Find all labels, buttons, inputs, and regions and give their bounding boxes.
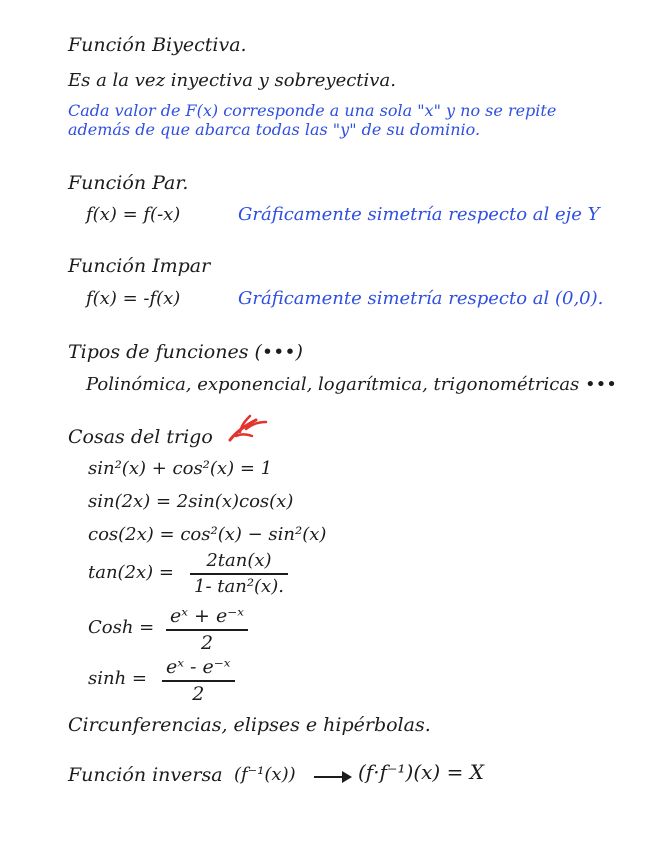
- formula-par: f(x) = f(-x): [86, 204, 181, 225]
- heading-biyectiva: [68, 34, 247, 56]
- inversa-rhs: (f·f⁻¹)(x) = X: [358, 760, 484, 784]
- tan-fraction-numerator: 2tan(x): [206, 550, 272, 571]
- cosh-fraction-denominator: 2: [200, 631, 214, 654]
- heading-tipos-text: Tipos de funciones (•••): [68, 341, 303, 363]
- heading-conicas-text: Circunferencias, elipses e hipérbolas.: [68, 714, 431, 736]
- inversa-lhs: (f⁻¹(x)): [234, 764, 296, 785]
- list-tipos: Polinómica, exponencial, logarítmica, trigonométricas •••: [86, 374, 617, 395]
- heading-par: [68, 172, 188, 194]
- heading-biyectiva-text: Función Biyectiva.: [68, 34, 247, 56]
- identity-tan-double-lhs: tan(2x) =: [88, 562, 175, 583]
- heading-trigo: [68, 426, 213, 448]
- sinh-fraction-bar: [162, 680, 235, 682]
- note-par: Gráficamente simetría respecto al eje Y: [238, 204, 600, 225]
- note-impar: Gráficamente simetría respecto al (0,0).: [238, 288, 604, 309]
- heading-inversa-text: Función inversa: [68, 764, 223, 786]
- heading-trigo-text: Cosas del trigo: [68, 426, 213, 448]
- heading-par-text: Función Par.: [68, 172, 189, 194]
- heading-impar-text: Función Impar: [68, 255, 211, 277]
- heading-impar: [68, 255, 210, 277]
- sinh-fraction-numerator: eˣ - e⁻ˣ: [166, 656, 231, 678]
- cosh-fraction: [166, 605, 248, 654]
- note-biyectiva-line2: además de que abarca todas las "y" de su dominio.: [68, 120, 481, 139]
- identity-pythagorean: sin²(x) + cos²(x) = 1: [88, 458, 273, 479]
- sinh-fraction-denominator: 2: [192, 682, 205, 705]
- heading-inversa: [68, 764, 223, 786]
- cosh-fraction-bar: [166, 629, 248, 631]
- formula-impar: f(x) = -f(x): [86, 288, 181, 309]
- identity-tan-double-fraction: [190, 550, 288, 597]
- pepper-doodle-icon: [226, 412, 270, 444]
- heading-conicas: [68, 714, 431, 736]
- tan-fraction-bar: [190, 573, 288, 575]
- arrow-right-icon: [314, 776, 350, 778]
- sinh-fraction: [162, 656, 235, 705]
- note-biyectiva-line1: Cada valor de F(x) corresponde a una sola "x" y no se repite: [68, 101, 557, 120]
- sinh-lhs: sinh =: [88, 668, 147, 689]
- definition-biyectiva: Es a la vez inyectiva y sobreyectiva.: [68, 70, 396, 91]
- heading-tipos: [68, 341, 303, 363]
- cosh-lhs: Cosh =: [88, 617, 155, 638]
- identity-sin-double: sin(2x) = 2sin(x)cos(x): [88, 491, 294, 512]
- cosh-fraction-numerator: eˣ + e⁻ˣ: [170, 605, 245, 627]
- tan-fraction-denominator: 1- tan²(x).: [194, 575, 284, 597]
- identity-cos-double: cos(2x) = cos²(x) − sin²(x): [88, 524, 327, 545]
